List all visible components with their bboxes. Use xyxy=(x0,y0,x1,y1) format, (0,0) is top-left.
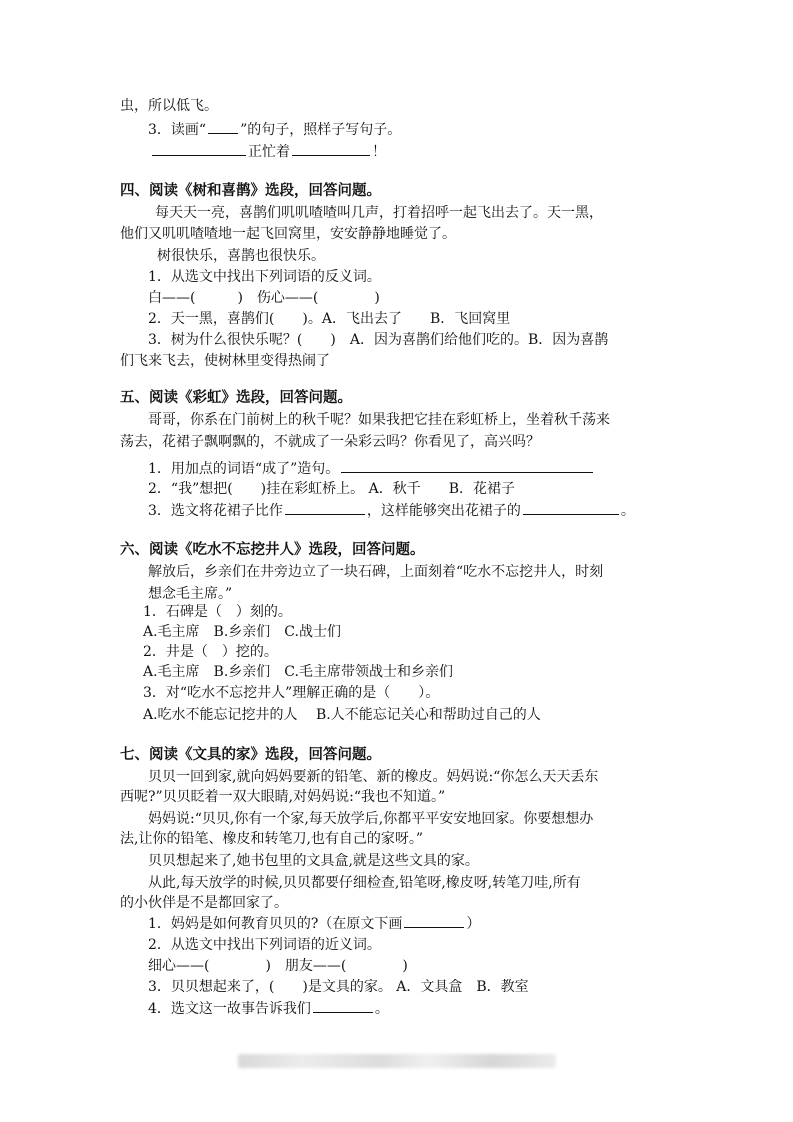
answer-blank[interactable] xyxy=(152,141,246,156)
answer-blank[interactable] xyxy=(523,500,619,515)
passage-line: 从此,每天放学的时候,贝贝都要仔细检查,铅笔呀,橡皮呀,转笔刀哇,所有 xyxy=(148,875,581,891)
options-line: A.毛主席 B.乡亲们 C.战士们 xyxy=(143,624,341,640)
passage-line: 哥哥，你系在门前树上的秋千呢？如果我把它挂在彩虹桥上，坐着秋千荡来 xyxy=(148,412,610,428)
text-fragment: 。 xyxy=(374,1001,389,1017)
answer-blank[interactable] xyxy=(404,913,464,928)
passage-line: 贝贝一回到家,就向妈妈要新的铅笔、新的橡皮。妈妈说:“你怎么天天丢东 xyxy=(148,769,599,785)
text-fragment: 1．妈妈是如何教育贝贝的?（在原文下画 xyxy=(148,916,403,932)
question-line: 2．从选文中找出下列词语的近义词。 xyxy=(148,937,381,953)
options-line: A.毛主席 B.乡亲们 C.毛主席带领战士和乡亲们 xyxy=(143,664,453,680)
passage-line: 的小伙伴是不是都回家了。 xyxy=(120,895,288,911)
passage-line: 贝贝想起来了,她书包里的文具盒,就是这些文具的家。 xyxy=(148,853,479,869)
text-fragment: ！ xyxy=(372,144,386,160)
question-line: 3．贝贝想起来了，( )是文具的家。 A．文具盒 B．教室 xyxy=(148,979,529,995)
passage-line: 法,让你的铅笔、橡皮和转笔刀,也有自己的家呀。” xyxy=(120,831,424,847)
answer-blank[interactable] xyxy=(292,141,370,156)
text-fragment: ，这样能够突出花裙子的 xyxy=(366,503,521,519)
question-line xyxy=(148,998,389,1019)
section-6-title: 六、阅读《吃水不忘挖井人》选段，回答问题。 xyxy=(120,542,425,558)
text-fragment: 正忙着 xyxy=(248,144,290,160)
text-line: 虫，所以低飞。 xyxy=(120,98,218,114)
question-line: 们飞来飞去，使树林里变得热闹了 xyxy=(120,353,330,369)
question-line: 2．井是（ ）挖的。 xyxy=(143,644,278,660)
text-fragment: 。 xyxy=(620,503,635,519)
question-line: 2．天一黑，喜鹊们( )。A．飞出去了 B．飞回窝里 xyxy=(148,311,511,327)
answer-blank[interactable] xyxy=(313,998,373,1013)
passage-line: 每天天一亮，喜鹊们叽叽喳喳叫几声，打着招呼一起飞出去了。天一黑， xyxy=(155,205,603,221)
blurred-footer xyxy=(238,1054,556,1068)
sentence-pattern-fill xyxy=(150,141,386,162)
text-fragment: ） xyxy=(466,916,481,932)
question-line: 2．“我”想把( )挂在彩虹桥上。 A．秋千 B．花裙子 xyxy=(148,481,515,497)
text-fragment: ”的句子，照样子写句子。 xyxy=(240,122,402,138)
blank-line xyxy=(208,119,238,134)
question-line xyxy=(148,913,480,934)
answer-blank[interactable] xyxy=(341,458,593,473)
passage-line: 树很快乐，喜鹊也很快乐。 xyxy=(157,248,325,264)
section-4-title: 四、阅读《树和喜鹊》选段，回答问题。 xyxy=(120,183,381,199)
question-line: 1．从选文中找出下列词语的反义词。 xyxy=(148,269,381,285)
text-fragment: 1．用加点的词语“成了”造句。 xyxy=(148,461,340,477)
text-fragment: 3．读画“ xyxy=(148,122,207,138)
section-7-title: 七、阅读《文具的家》选段，回答问题。 xyxy=(120,747,381,763)
passage-line: 想念毛主席。” xyxy=(148,586,233,602)
passage-line: 他们又叽叽喳喳地一起飞回窝里，安安静静地睡觉了。 xyxy=(120,226,456,242)
question-line xyxy=(148,500,635,521)
question-line: 1．石碑是（ ）刻的。 xyxy=(143,604,292,620)
passage-line: 西呢?”贝贝眨着一双大眼睛,对妈妈说:“我也不知道。” xyxy=(120,789,446,805)
question-line: 3．树为什么很快乐呢？( ) A．因为喜鹊们给他们吃的。B．因为喜鹊 xyxy=(148,332,609,348)
passage-line: 妈妈说:“贝贝,你有一个家,每天放学后,你都平平安安地回家。你要想想办 xyxy=(148,811,594,827)
passage-line: 荡去，花裙子飘啊飘的，不就成了一朵彩云吗？你看见了，高兴吗？ xyxy=(120,434,540,450)
question-line: 3．对“吃水不忘挖井人”理解正确的是（ ）。 xyxy=(143,685,440,701)
section-5-title: 五、阅读《彩虹》选段，回答问题。 xyxy=(120,390,352,406)
question-3-read-underlined xyxy=(148,119,401,140)
text-fragment: 3．选文将花裙子比作 xyxy=(148,503,283,519)
passage-line: 解放后，乡亲们在井旁边立了一块石碑，上面刻着“吃水不忘挖井人，时刻 xyxy=(148,564,604,580)
text-fragment: 4．选文这一故事告诉我们 xyxy=(148,1001,311,1017)
question-line: 白——( ) 伤心——( ) xyxy=(148,290,380,306)
question-line xyxy=(148,458,595,479)
answer-blank[interactable] xyxy=(285,500,365,515)
question-line: 细心——( ) 朋友——( ) xyxy=(148,958,408,974)
options-line: A.吃水不能忘记挖井的人 B.人不能忘记关心和帮助过自己的人 xyxy=(143,707,541,723)
